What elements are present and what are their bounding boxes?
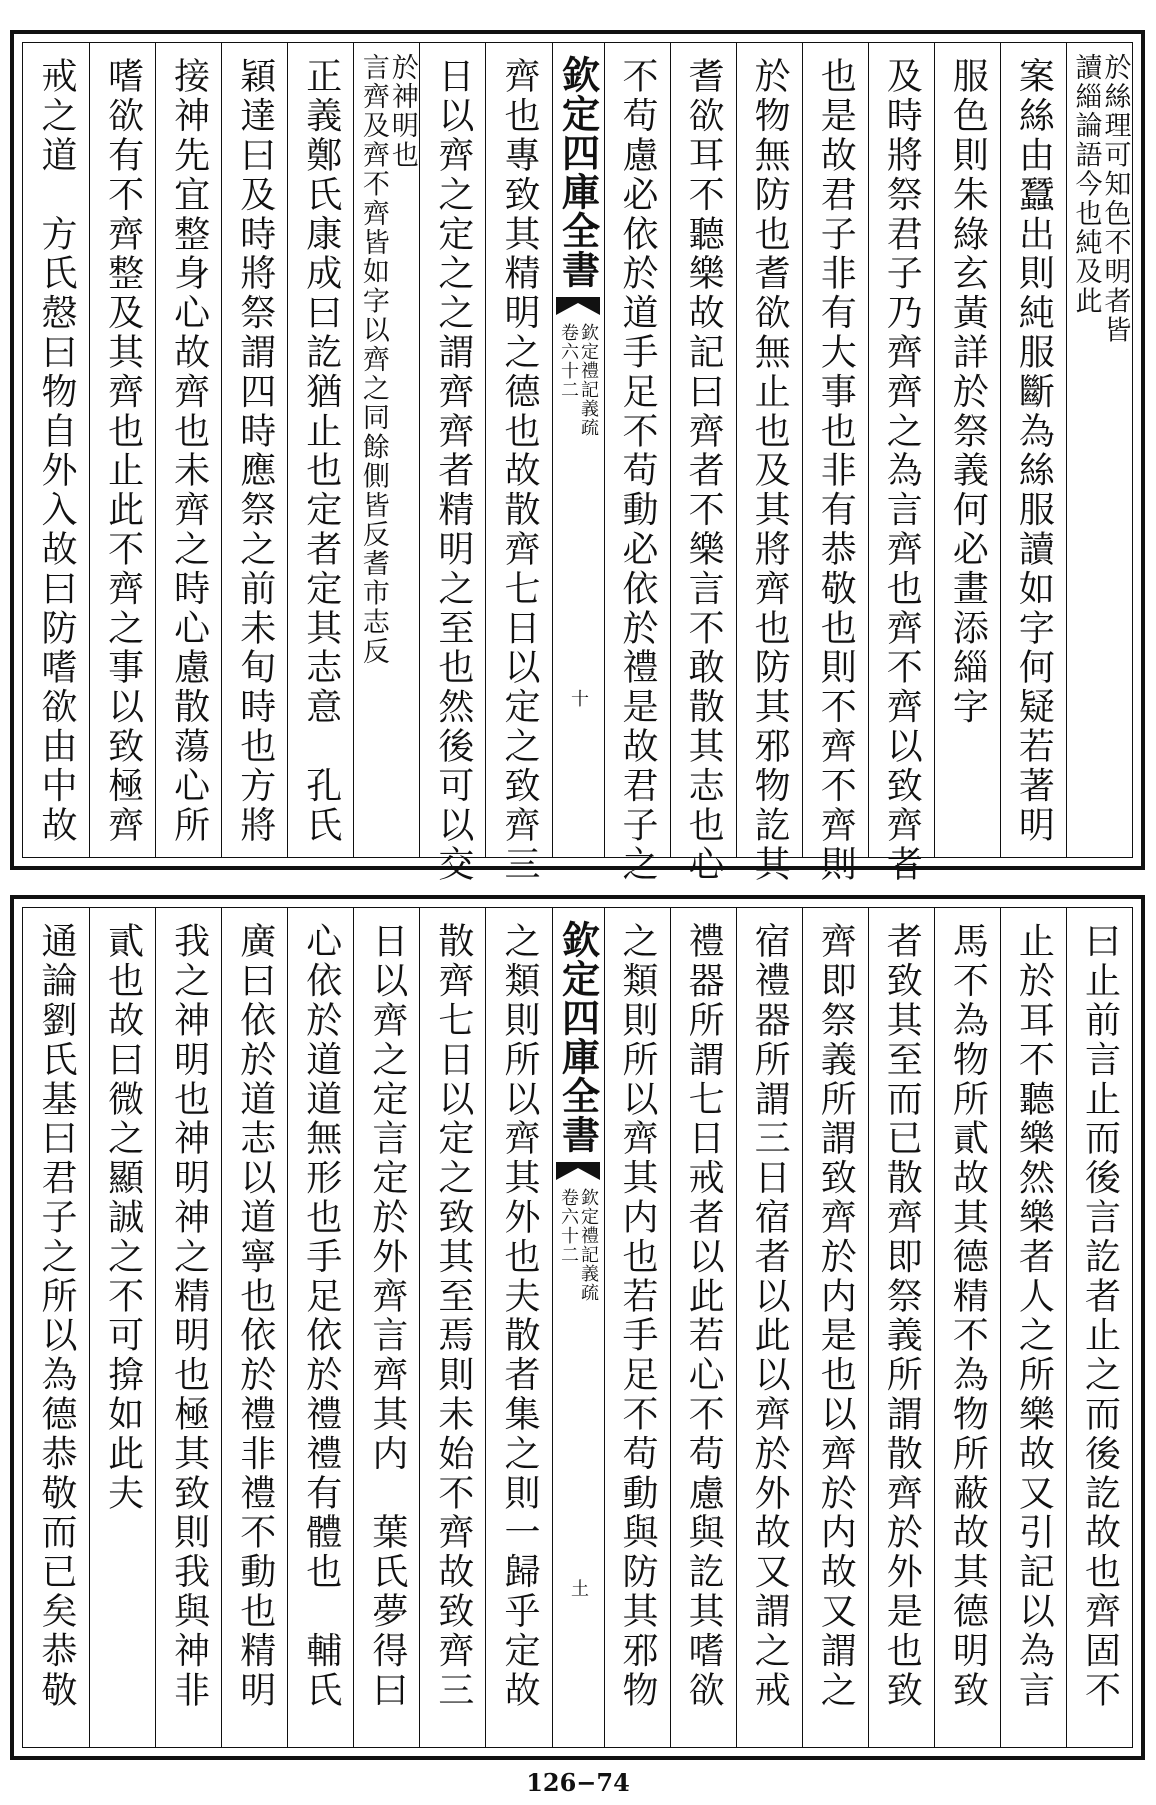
folio-number: 土 [568, 1579, 589, 1597]
text-column [419, 908, 485, 1747]
column-text: 貳也故曰微之顯誠之不可揜如此夫 [102, 922, 144, 1513]
column-text: 正義鄭氏康成曰訖猶止也定者定其志意 孔氏 [300, 57, 342, 845]
annotation-text: 於神明也 [386, 53, 418, 170]
column-text: 馬不為物所貳故其德精不為物所蔽故其德明致 [947, 922, 989, 1710]
text-column [89, 43, 155, 857]
column-text: 齊也專致其精明之德也故散齊七日以定之致齊三 [498, 57, 540, 885]
text-column [155, 908, 221, 1747]
bottom-page-columns [22, 907, 1133, 1748]
volume-label: 欽定禮記義疏 [578, 1188, 599, 1302]
text-column [604, 908, 670, 1747]
volume-label: 卷六十二 [558, 1188, 579, 1264]
text-column [89, 908, 155, 1747]
column-text: 止於耳不聽樂然樂者人之所樂故又引記以為言 [1013, 922, 1055, 1710]
page-caption: 126−74 [526, 1768, 630, 1797]
text-column [287, 908, 353, 1747]
text-column [1000, 43, 1066, 857]
text-column [670, 908, 736, 1747]
column-text: 服色則朱綠玄黃詳於祭義何必畫添緇字 [947, 57, 989, 727]
text-column [868, 908, 934, 1747]
column-text: 禮器所謂七日戒者以此若心不苟慮與訖其嗜欲 [683, 922, 725, 1710]
annotation-text: 於絲理可知色不明者皆 [1099, 53, 1131, 345]
text-column [868, 43, 934, 885]
text-column [485, 43, 551, 885]
text-column [802, 43, 868, 885]
annotation-text: 讀緇論語今也純及此 [1070, 53, 1102, 316]
column-text: 曰止前言止而後言訖者止之而後訖故也齊固不 [1079, 922, 1121, 1710]
column-text: 心依於道道無形也手足依於禮禮有體也 輔氏 [300, 922, 342, 1710]
volume-label: 卷六十二 [558, 323, 579, 399]
column-text: 耆欲耳不聽樂故記曰齊者不樂言不敢散其志也心 [683, 57, 725, 885]
column-text: 之類則所以齊其外也夫散者集之則一歸乎定故 [498, 922, 540, 1710]
column-text: 之類則所以齊其内也若手足不苟動與防其邪物 [617, 922, 659, 1710]
top-page-frame [10, 30, 1145, 885]
column-text: 日以齊之定之之謂齊齊者精明之至也然後可以交 [432, 57, 474, 885]
text-column [934, 908, 1000, 1747]
text-column [736, 43, 802, 885]
column-text: 者致其至而已散齊即祭義所謂散齊於外是也致 [881, 922, 923, 1710]
column-text: 不苟慮必依於道手足不苟動必依於禮是故君子之 [617, 57, 659, 885]
column-text: 齊即祭義所謂致齊於内是也以齊於内故又謂之 [815, 922, 857, 1710]
book-title: 欽定四庫全書 [555, 55, 601, 289]
column-text: 我之神明也神明神之精明也極其致則我與神非 [168, 922, 210, 1710]
column-text: 於物無防也耆欲無止也及其將齊也防其邪物訖其 [749, 57, 791, 885]
text-column [802, 908, 868, 1747]
column-text: 接神先宜整身心故齊也未齊之時心慮散蕩心所 [168, 57, 210, 845]
text-column [736, 908, 802, 1747]
text-column [221, 43, 287, 857]
column-text: 及時將祭君子乃齊齊之為言齊也齊不齊以致齊者 [881, 57, 923, 885]
text-column [23, 908, 89, 1747]
annotation-text: 言齊及齊不齊皆如字以齊之同餘側皆反耆市志反 [357, 53, 389, 667]
text-column [353, 908, 419, 1747]
column-text: 穎達曰及時將祭謂四時應祭之前未旬時也方將 [234, 57, 276, 845]
column-text: 日以齊之定言定於外齊言齊其内 葉氏夢得曰 [366, 922, 408, 1710]
column-text: 案絲由蠶出則純服斷為絲服讀如字何疑若著明 [1013, 57, 1055, 845]
column-text: 嗜欲有不齊整及其齊也止此不齊之事以致極齊 [102, 57, 144, 845]
bottom-page-frame [10, 895, 1145, 1760]
column-text: 也是故君子非有大事也非有恭敬也則不齊不齊則 [815, 57, 857, 885]
column-text: 宿禮器所謂三日宿者以此以齊於外故又謂之戒 [749, 922, 791, 1710]
column-text: 廣曰依於道志以道寧也依於禮非禮不動也精明 [234, 922, 276, 1710]
fishtail-mark-icon [554, 1160, 602, 1182]
text-column [221, 908, 287, 1747]
book-title: 欽定四庫全書 [555, 920, 601, 1154]
text-column [485, 908, 551, 1747]
text-column [23, 43, 89, 857]
fishtail-mark-icon [554, 295, 602, 317]
text-column [155, 43, 221, 857]
folio-number: 十 [568, 689, 589, 707]
column-text: 散齊七日以定之致其至焉則未始不齊故致齊三 [432, 922, 474, 1710]
column-text: 戒之道 方氏慤曰物自外入故曰防嗜欲由中故 [36, 57, 78, 845]
text-column [287, 43, 353, 857]
text-column [419, 43, 485, 885]
column-text: 通論劉氏基曰君子之所以為德恭敬而已矣恭敬 [36, 922, 78, 1710]
text-column [1066, 908, 1132, 1747]
volume-label: 欽定禮記義疏 [578, 323, 599, 437]
text-column [670, 43, 736, 885]
text-column [353, 43, 419, 857]
text-column [604, 43, 670, 885]
text-column [1000, 908, 1066, 1747]
text-column [1066, 43, 1132, 857]
text-column [934, 43, 1000, 857]
center-fold-column [552, 908, 604, 1747]
center-fold-column [552, 43, 604, 857]
top-page-columns [22, 42, 1133, 885]
